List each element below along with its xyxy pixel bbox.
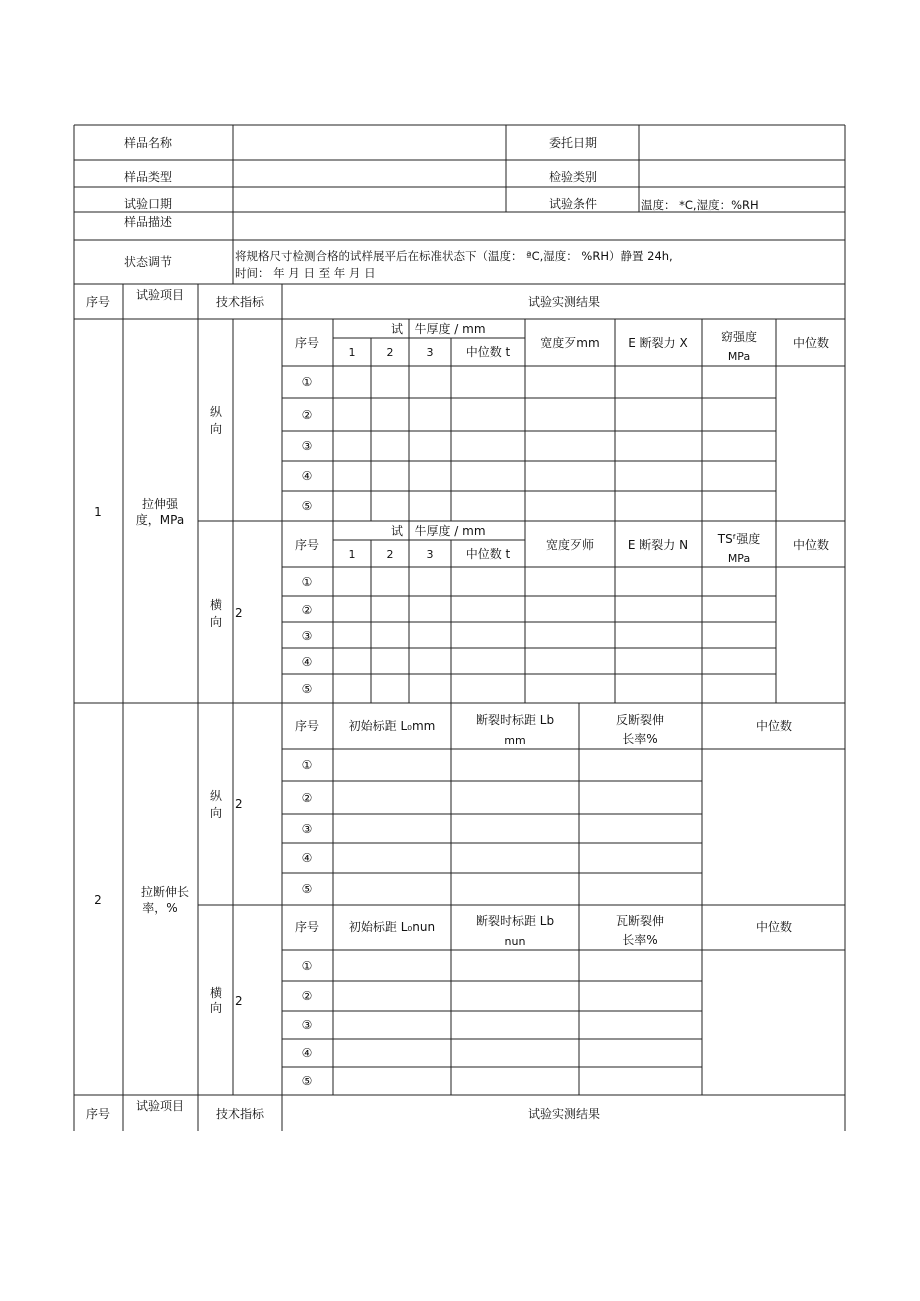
sample-name-label: 样品名称 [123, 136, 173, 150]
col-test-item-header: 试验项目 [135, 288, 185, 302]
tensile-long-strength-1: 窈强度 [720, 330, 758, 344]
elongation-item-line1: 拉断伸长 [140, 885, 190, 899]
tensile-long-sub-seq: 序号 [294, 336, 320, 350]
elongation-long-dir-2: 向 [209, 806, 223, 820]
elongation-trans-row-3: ③ [301, 1018, 313, 1032]
elongation-long-index: 2 [235, 797, 243, 811]
tensile-long-thickness-a: 试 [390, 322, 404, 336]
elongation-long-break-2: mm [504, 734, 526, 747]
tensile-trans-t1: 1 [348, 548, 356, 561]
elongation-trans-elong-2: 长率% [622, 933, 658, 947]
tensile-trans-force: E 断裂力 N [627, 538, 689, 552]
tensile-trans-row-1: ① [301, 575, 313, 589]
col-seq-header: 序号 [85, 295, 111, 309]
elongation-long-elong-1: 反断裂伸 [615, 713, 665, 727]
elongation-long-elong-2: 长率% [622, 732, 658, 746]
elongation-long-gauge: 初始标距 L₀mm [348, 719, 436, 733]
elongation-trans-dir-2: 向 [209, 1001, 223, 1015]
sample-type-label: 样品类型 [123, 170, 173, 184]
elongation-trans-row-5: ⑤ [301, 1074, 313, 1088]
tensile-long-force: E 断裂力 X [628, 336, 688, 350]
entrust-date-label: 委托日期 [548, 136, 598, 150]
test-conditions-label: 试验条件 [548, 197, 598, 211]
tensile-trans-index: 2 [235, 606, 243, 620]
elongation-long-row-1: ① [301, 758, 313, 772]
state-adjust-text-line1: 将规格尺寸检测合格的试样展平后在标准状态下（温度： ªC,湿度： %RH）静置 24h, [235, 249, 673, 263]
tensile-trans-row-4: ④ [301, 655, 313, 669]
tensile-trans-dir-1: 横 [209, 598, 223, 612]
sample-description-label: 样品描述 [123, 215, 173, 229]
elongation-long-break-1: 断裂时标距 Lb [475, 713, 555, 727]
tensile-trans-thickness-b: 牛厚度 / mm [414, 524, 486, 538]
elongation-trans-dir-1: 横 [209, 986, 223, 1000]
footer-col-seq-header: 序号 [85, 1107, 111, 1121]
elongation-trans-break-2: nun [504, 935, 526, 948]
tensile-trans-row-3: ③ [301, 629, 313, 643]
tensile-long-strength-2: MPa [727, 350, 751, 363]
tensile-long-dir-1: 纵 [209, 405, 223, 419]
test-date-label: 试验口期 [123, 197, 173, 211]
tensile-long-width: 宽度歹mm [540, 336, 600, 350]
elongation-trans-row-4: ④ [301, 1046, 313, 1060]
tensile-long-dir-2: 向 [209, 422, 223, 436]
elongation-long-row-5: ⑤ [301, 882, 313, 896]
tensile-long-t2: 2 [386, 346, 394, 359]
elongation-long-row-2: ② [301, 791, 313, 805]
elongation-seq: 2 [94, 893, 102, 907]
tensile-long-median: 中位数 [792, 336, 830, 350]
footer-col-test-item-header: 试验项目 [135, 1099, 185, 1113]
elongation-trans-index: 2 [235, 994, 243, 1008]
tensile-long-row-5: ⑤ [301, 499, 313, 513]
tensile-long-thickness-b: 牛厚度 / mm [414, 322, 486, 336]
footer-col-results-header: 试验实测结果 [527, 1107, 601, 1121]
tensile-trans-thickness-a: 试 [390, 524, 404, 538]
tensile-trans-t3: 3 [426, 548, 434, 561]
col-tech-index-header: 技术指标 [215, 295, 265, 309]
elongation-trans-median: 中位数 [755, 920, 793, 934]
tensile-trans-strength-2: MPa [727, 552, 751, 565]
state-adjust-label: 状态调节 [123, 255, 173, 269]
tensile-item-line2: 度，MPa [135, 513, 185, 527]
tensile-item-line1: 拉伸强 [141, 497, 179, 511]
tensile-long-median-t: 中位数 t [465, 345, 511, 359]
tensile-long-row-3: ③ [301, 439, 313, 453]
tensile-seq: 1 [94, 505, 102, 519]
footer-col-tech-index-header: 技术指标 [215, 1107, 265, 1121]
elongation-trans-row-1: ① [301, 959, 313, 973]
elongation-long-row-4: ④ [301, 851, 313, 865]
tensile-long-t3: 3 [426, 346, 434, 359]
elongation-trans-elong-1: 瓦断裂伸 [615, 914, 665, 928]
tensile-trans-dir-2: 向 [209, 615, 223, 629]
state-adjust-text-line2: 时间： 年 月 日 至 年 月 日 [235, 266, 376, 280]
tensile-trans-sub-seq: 序号 [294, 538, 320, 552]
tensile-trans-median-t: 中位数 t [465, 547, 511, 561]
tensile-long-row-4: ④ [301, 469, 313, 483]
tensile-long-row-1: ① [301, 375, 313, 389]
tensile-trans-t2: 2 [386, 548, 394, 561]
elongation-item-line2: 率，% [142, 901, 178, 915]
elongation-long-row-3: ③ [301, 822, 313, 836]
elongation-long-sub-seq: 序号 [294, 719, 320, 733]
col-results-header: 试验实测结果 [527, 295, 601, 309]
tensile-trans-row-2: ② [301, 603, 313, 617]
tensile-trans-strength-1: TSᶠ强度 [717, 532, 761, 546]
elongation-trans-sub-seq: 序号 [294, 920, 320, 934]
elongation-long-dir-1: 纵 [209, 789, 223, 803]
elongation-trans-gauge: 初始标距 L₀nun [348, 920, 436, 934]
inspection-category-label: 检验类别 [548, 170, 598, 184]
tensile-trans-width: 宽度歹师 [545, 538, 595, 552]
elongation-trans-break-1: 断裂时标距 Lb [475, 914, 555, 928]
elongation-trans-row-2: ② [301, 989, 313, 1003]
test-conditions-value: 温度： *C,湿度：%RH [641, 198, 759, 212]
tensile-long-row-2: ② [301, 408, 313, 422]
tensile-trans-median: 中位数 [792, 538, 830, 552]
tensile-long-t1: 1 [348, 346, 356, 359]
tensile-trans-row-5: ⑤ [301, 682, 313, 696]
elongation-long-median: 中位数 [755, 719, 793, 733]
